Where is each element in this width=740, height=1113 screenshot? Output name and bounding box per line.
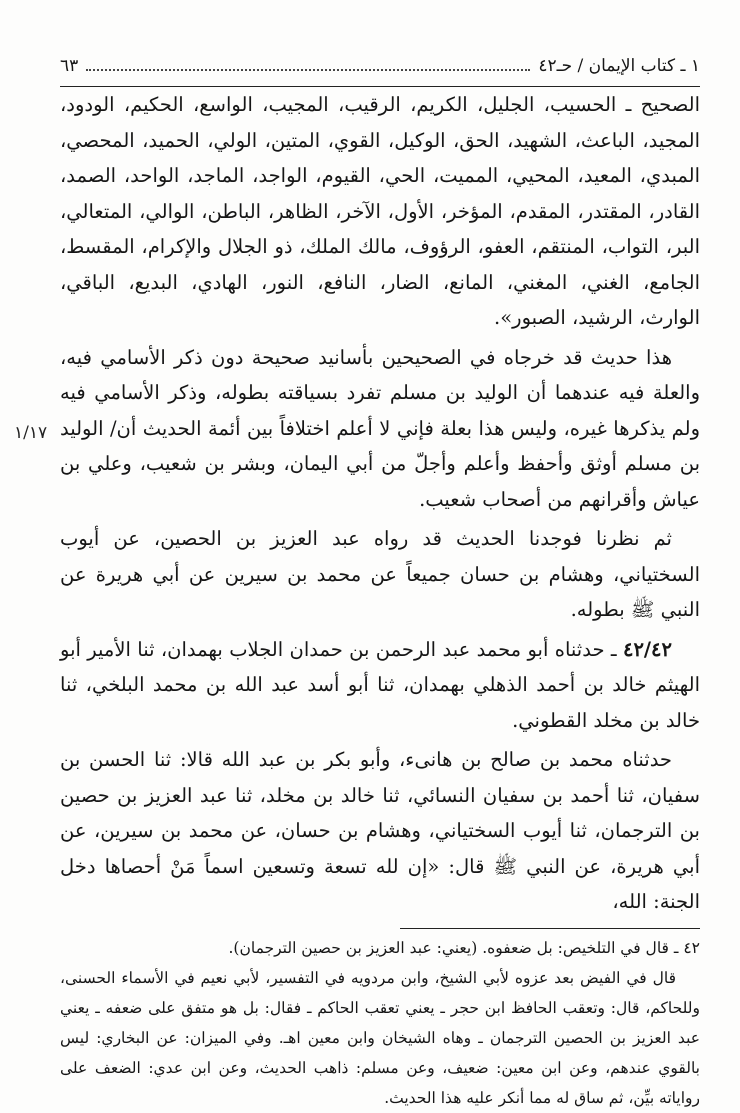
footnotes — [60, 933, 700, 1113]
header-title: ١ ـ كتاب الإيمان / حـ٤٢ — [538, 56, 700, 76]
narration-paragraph: ثم نظرنا فوجدنا الحديث قد رواه عبد العزيز بن الحصين، عن أيوب السختياني، وهشام بن حسان جميعاً عن محمد بن سيرين عن أبي هريرة عن النبي ﷺ بطوله. — [60, 527, 700, 621]
hadith-paragraph — [60, 632, 700, 739]
names-list-paragraph: الصحيح ـ الحسيب، الجليل، الكريم، الرقيب، المجيب، الواسع، الحكيم، الودود، المجيد، الباعث، الشهيد، الحق، الوكيل، القوي، المتين، الولي، الحميد، المحصي، المبدي، المعيد، المحيي، المميت، الحي، القيوم، الواجد، الماجد، الواحد، الصمد، القادر، المقتدر، المقدم، المؤخر، الأول، الآخر، الظاهر، الباطن، الوالي، المتعالي، البر، التواب، المنتقم، العفو، الرؤوف، مالك الملك، ذو الجلال والإكرام، المقسط، الجامع، الغني، المغني، المانع، الضار، النافع، النور، الهادي، البديع، الباقي، الوارث، الرشيد، الصبور». — [60, 93, 700, 329]
commentary-paragraph: هذا حديث قد خرجاه في الصحيحين بأسانيد صحيحة دون ذكر الأسامي فيه، والعلة فيه عندهما أن الوليد بن مسلم تفرد بسياقته بطوله، وذكر الأسامي فيه ولم يذكرها غيره، وليس هذا بعلة فإني لا أعلم اختلافاً بين أئمة الحديث أن/ الوليد بن مسلم أوثق وأحفظ وأعلم وأجلّ من أبي اليمان، وبشر بن شعيب، وعلي بن عياش وأقرانهم من أصحاب شعيب. — [60, 345, 700, 511]
footnote-separator — [400, 928, 700, 929]
footnote-1: ٤٢ ـ قال في التلخيص: بل ضعفوه. (يعني: عبد العزيز بن حصين الترجمان). — [228, 938, 700, 957]
hadith-text: ـ حدثناه أبو محمد عبد الرحمن بن حمدان الجلاب بهمدان، ثنا الأمير أبو الهيثم خالد بن أحمد الذهلي بهمدان، ثنا أبو أسد عبد الله بن محمد البلخي، ثنا خالد بن مخلد القطوني. — [60, 637, 700, 732]
footnote-2: قال في الفيض بعد عزوه لأبي الشيخ، وابن مردويه في التفسير، لأبي نعيم في الأسماء الحسنى، وللحاكم، قال: وتعقب الحافظ ابن حجر ـ يعني تعقب الحاكم ـ فقال: بل هو متفق على ضعفه ـ يعني عبد العزيز بن الحصين الترجمان ـ وهاه الشيخان وابن معين اهـ. وفي الميزان: عن البخاري: ليس بالقوي عندهم، وعن ابن معين: ضعيف، وعن مسلم: ذاهب الحديث، وعن ابن عدي: الضعف على رواياته بيِّن، ثم ساق له مما أنكر عليه هذا الحديث. — [60, 968, 700, 1107]
header-dot-leader — [86, 69, 530, 71]
margin-reference: ١/١٧ — [14, 423, 48, 443]
book-page — [60, 56, 700, 1113]
running-header — [60, 56, 700, 87]
chain-paragraph: حدثناه محمد بن صالح بن هانىء، وأبو بكر بن عبد الله قالا: ثنا الحسن بن سفيان، ثنا أحمد بن سفيان النسائي، ثنا خالد بن مخلد، ثنا عبد العزيز بن حصين بن الترجمان، ثنا أيوب السختياني، وهشام بن حسان، عن محمد بن سيرين، عن أبي هريرة، عن النبي ﷺ قال: «إن لله تسعة وتسعين اسماً مَنْ أحصاها دخل الجنة: الله، — [60, 748, 700, 913]
page-number: ٦٣ — [60, 56, 79, 76]
hadith-number: ٤٢/٤٢ — [622, 637, 672, 661]
main-text — [60, 87, 700, 920]
